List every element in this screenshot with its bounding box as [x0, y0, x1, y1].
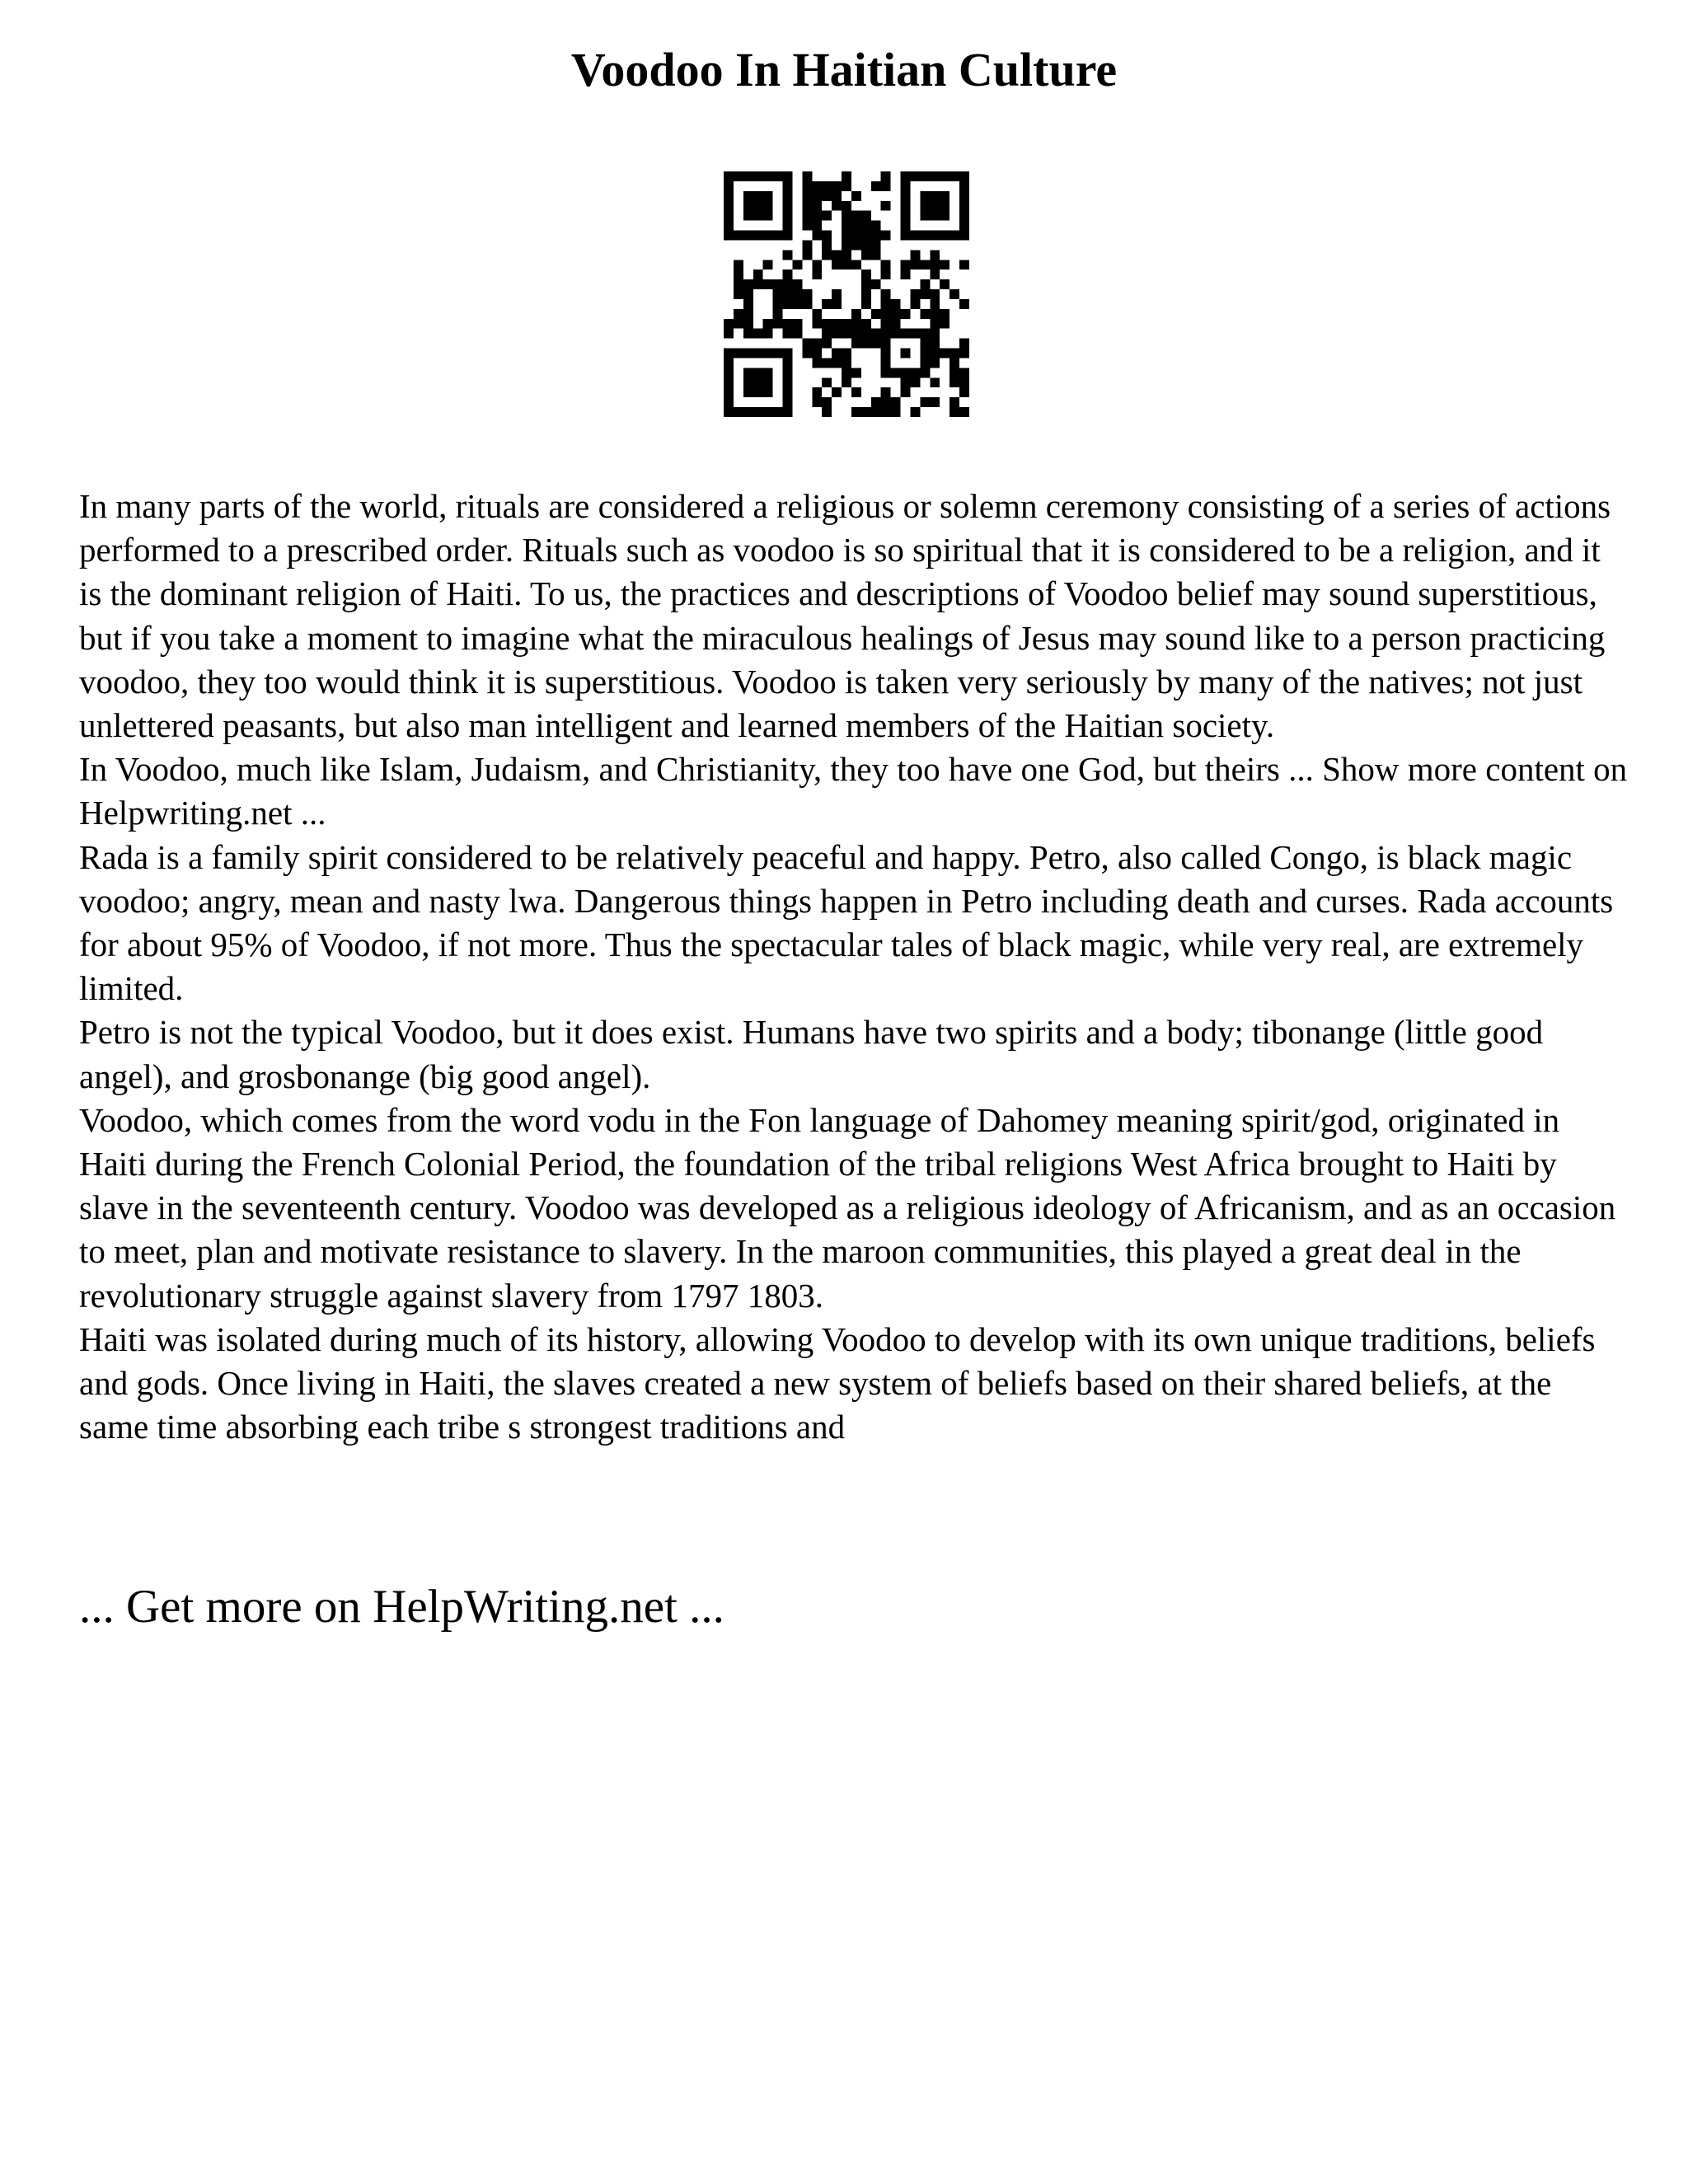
get-more-link[interactable]: ... Get more on HelpWriting.net ...: [79, 1581, 724, 1633]
article-body: [79, 485, 1629, 1449]
document-title: Voodoo In Haitian Culture: [570, 43, 1118, 96]
paragraph: Rada is a family spirit considered to be relatively peaceful and happy. Petro, also called Congo, is black magic voodoo; angry, mean and nasty lwa. Dangerous things happen in Petro including death and curses. Rada accounts for about 95% of Voodoo, if not more. Thus the spectacular tales of black magic, while very real, are extremely limited.: [79, 837, 1614, 1008]
paragraph: Petro is not the typical Voodoo, but it does exist. Humans have two spirits and a body; tibonange (little good angel), and grosbonange (big good angel).: [79, 1013, 1544, 1095]
paragraph: Haiti was isolated during much of its history, allowing Voodoo to develop with its own unique traditions, beliefs and gods. Once living in Haiti, the slaves created a new system of beliefs based on their shared beliefs, at the same time absorbing each tribe s strongest traditions and: [79, 1319, 1596, 1446]
paragraph: In Voodoo, much like Islam, Judaism, and Christianity, they too have one God, but theirs ... Show more content on Helpwriting.net ...: [79, 750, 1628, 832]
qr-code-icon: [724, 171, 969, 417]
paragraph: In many parts of the world, rituals are considered a religious or solemn ceremony consisting of a series of actions performed to a prescribed order. Rituals such as voodoo is so spiritual that it is considered to be a religion, and it is the dominant religion of Haiti. To us, the practices and descriptions of Voodoo belief may sound superstitious, but if you take a moment to imagine what the miraculous healings of Jesus may sound like to a person practicing voodoo, they too would think it is superstitious. Voodoo is taken very seriously by many of the natives; not just unlettered peasants, but also man intelligent and learned members of the Haitian society.: [79, 487, 1611, 745]
paragraph: Voodoo, which comes from the word vodu in the Fon language of Dahomey meaning spirit/god, originated in Haiti during the French Colonial Period, the foundation of the tribal religions West Africa brought to Haiti by slave in the seventeenth century. Voodoo was developed as a religious ideology of Africanism, and as an occasion to meet, plan and motivate resistance to slavery. In the maroon communities, this played a great deal in the revolutionary struggle against slavery from 1797 1803.: [79, 1100, 1616, 1315]
